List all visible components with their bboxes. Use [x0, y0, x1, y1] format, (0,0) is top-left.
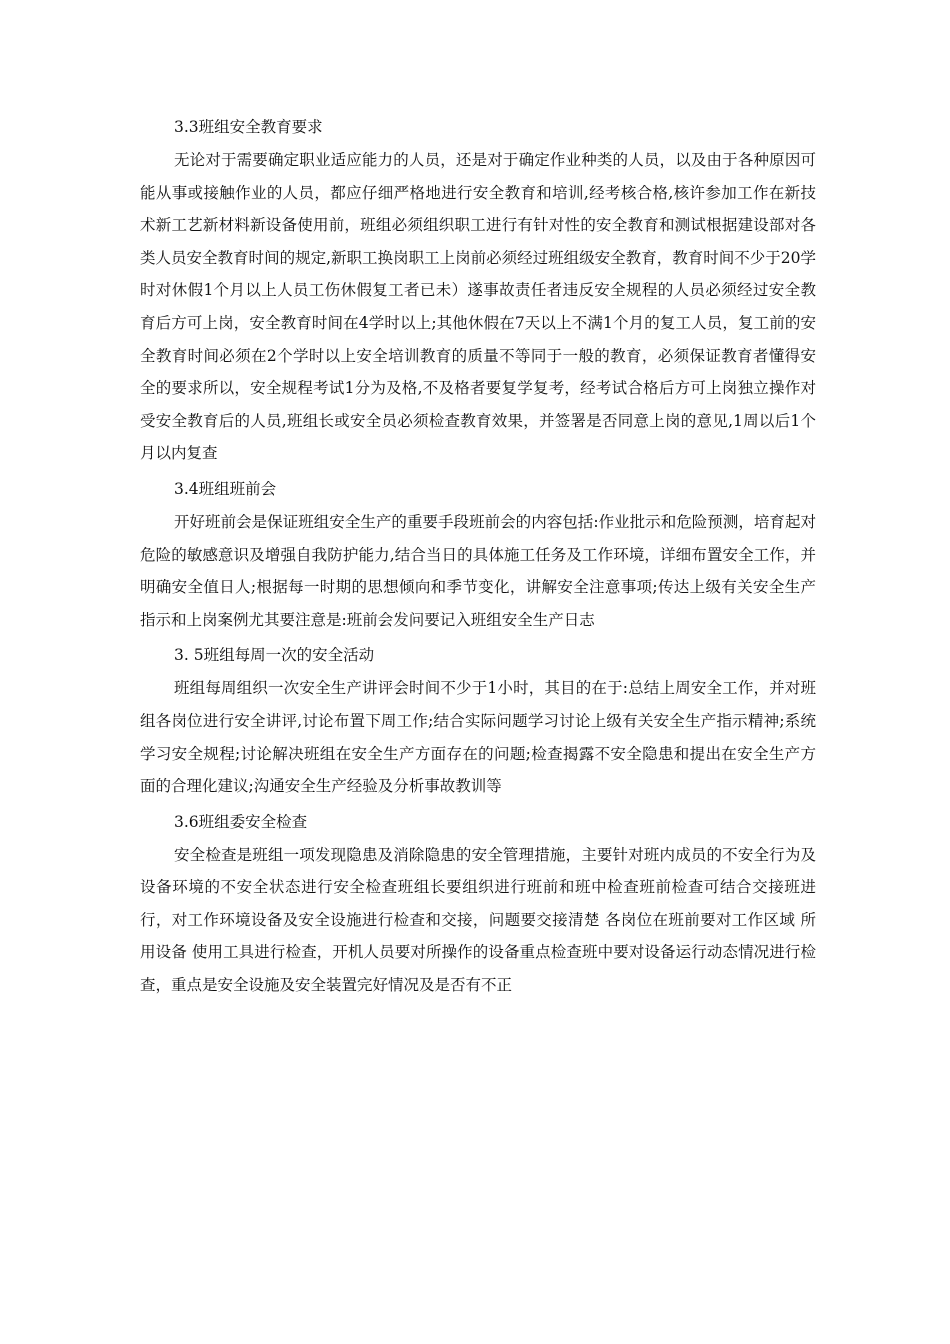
- section-body-3-4: 开好班前会是保证班组安全生产的重要手段班前会的内容包括:作业批示和危险预测，培育起对危险的敏感意识及增强自我防护能力,结合当日的具体施工任务及工作环境，详细布置安全工作，并明确安全值日人;根据每一时期的思想倾向和季节变化，讲解安全注意事项;传达上级有关安全生产指示和上岗案例尤其要注意是:班前会发问要记入班组安全生产日志: [140, 512, 816, 629]
- document-page: [140, 112, 816, 1004]
- section-heading-3-6: 3.6班组委安全检查: [174, 812, 308, 831]
- section-heading-3-3: 3.3班组安全教育要求: [174, 118, 323, 136]
- section-heading-3-4: 3.4班组班前会: [174, 479, 277, 498]
- section-body-3-3: 无论对于需要确定职业适应能力的人员，还是对于确定作业种类的人员，以及由于各种原因可能从事或接触作业的人员，都应仔细严格地进行安全教育和培训,经考核合格,核许参加工作在新技术新工艺新材料新设备使用前，班组必须组织职工进行有针对性的安全教育和测试根据建设部对各类人员安全教育时间的规定,新职工换岗职工上岗前必须经过班组级安全教育，教育时间不少于20学时对休假1个月以上人员工伤休假复工者已未）遂事故责任者违反安全规程的人员必须经过安全教育后方可上岗，安全教育时间在4学时以上;其他休假在7天以上不满1个月的复工人员，复工前的安全教育时间必须在2个学时以上安全培训教育的质量不等同于一般的教育，必须保证教育者懂得安全的要求所以，安全规程考试1分为及格,不及格者要复学复考，经考试合格后方可上岗独立操作对受安全教育后的人员,班组长或安全员必须检查教育效果，并签署是否同意上岗的意见,1周以后1个月以内复查: [140, 151, 816, 463]
- section-body-3-5: 班组每周组织一次安全生产讲评会时间不少于1小时，其目的在于:总结上周安全工作，并对班组各岗位进行安全讲评,讨论布置下周工作;结合实际问题学习讨论上级有关安全生产指示精神;系统学习安全规程;讨论解决班组在安全生产方面存在的问题;检查揭露不安全隐患和提出在安全生产方面的合理化建议;沟通安全生产经验及分析事故教训等: [140, 679, 816, 796]
- section-body-3-6: 安全检查是班组一项发现隐患及消除隐患的安全管理措施，主要针对班内成员的不安全行为及设备环境的不安全状态进行安全检查班组长要组织进行班前和班中检查班前检查可结合交接班进行，对工作环境设备及安全设施进行检查和交接，问题要交接清楚 各岗位在班前要对工作区域 所用设备 使用工具进行检查，开机人员要对所操作的设备重点检查班中要对设备运行动态情况进行检查，重点是安全设施及安全装置完好情况及是否有不正: [140, 845, 816, 995]
- section-heading-3-5: 3. 5班组每周一次的安全活动: [174, 646, 375, 665]
